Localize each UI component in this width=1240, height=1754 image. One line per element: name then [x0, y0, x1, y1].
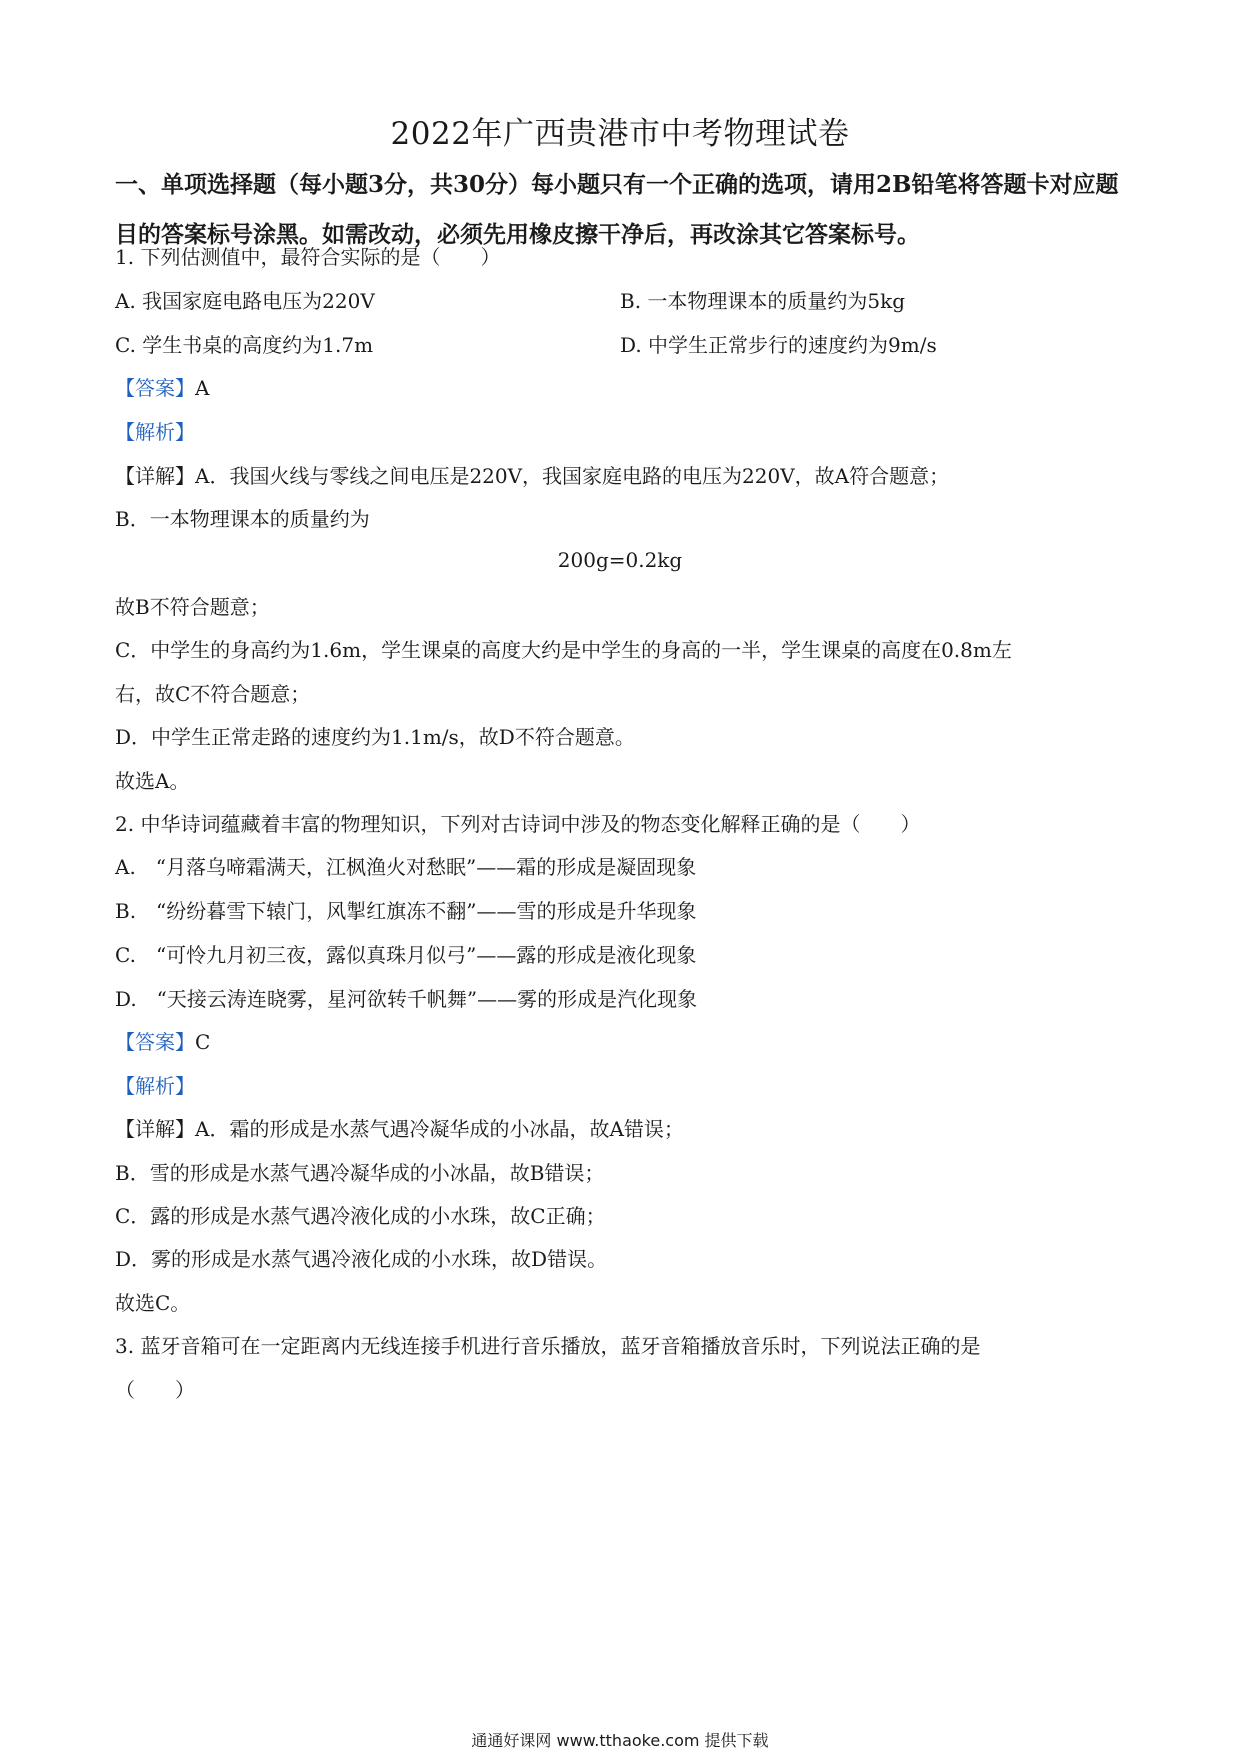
q1-detail-line: 故B不符合题意； [115, 595, 270, 619]
q1-analysis-tag [115, 416, 195, 445]
analysis-tag: 【解析】 [115, 1074, 195, 1098]
answer-tag: 【答案】 [115, 376, 195, 400]
q2-conclusion: 故选C。 [115, 1291, 191, 1315]
q1-option-a: A. 我国家庭电路电压为220V [115, 289, 375, 313]
answer-tag: 【答案】 [115, 1030, 195, 1054]
q1-option-c: C. 学生书桌的高度约为1.7m [115, 333, 374, 357]
q2-stem: 2. 中华诗词蕴藏着丰富的物理知识，下列对古诗词中涉及的物态变化解释正确的是（ ） [115, 812, 921, 836]
q1-detail-line: C．中学生的身高约为1.6m，学生课桌的高度大约是中学生的身高的一半，学生课桌的高度在0.8m左 [115, 638, 1012, 662]
q1-detail-line: B．一本物理课本的质量约为 [115, 507, 370, 531]
q1-stem: 1. 下列估测值中，最符合实际的是（ ） [115, 245, 501, 269]
q2-option-d: D. “天接云涛连晓雾，星河欲转千帆舞”——雾的形成是汽化现象 [115, 987, 698, 1011]
detail-tag: 【详解】 [115, 1117, 195, 1141]
q1-formula: 200g=0.2kg [557, 548, 683, 572]
q1-option-b: B. 一本物理课本的质量约为5kg [620, 289, 906, 313]
q2-option-b: B. “纷纷暮雪下辕门，风掣红旗冻不翻”——雪的形成是升华现象 [115, 899, 697, 923]
q1-conclusion: 故选A。 [115, 769, 190, 793]
q1-detail-line [115, 460, 949, 489]
q2-option-a: A. “月落乌啼霜满天，江枫渔火对愁眠”——霜的形成是凝固现象 [115, 855, 697, 879]
detail-tag: 【详解】 [115, 464, 195, 488]
q1-detail-line: D．中学生正常走路的速度约为1.1m/s，故D不符合题意。 [115, 725, 635, 749]
q1-option-d: D. 中学生正常步行的速度约为9m/s [620, 333, 937, 357]
q2-analysis-tag [115, 1070, 195, 1099]
q3-stem-bracket: （ ） [115, 1378, 195, 1402]
analysis-tag: 【解析】 [115, 420, 195, 444]
q1-answer [115, 372, 209, 401]
detail-text: A．我国火线与零线之间电压是220V，我国家庭电路的电压为220V，故A符合题意； [195, 464, 950, 488]
q2-option-c: C. “可怜九月初三夜，露似真珠月似弓”——露的形成是液化现象 [115, 943, 697, 967]
detail-text: A．霜的形成是水蒸气遇冷凝华成的小冰晶，故A错误； [195, 1117, 684, 1141]
q1-detail-line: 右，故C不符合题意； [115, 682, 311, 706]
answer-value: C [195, 1030, 211, 1054]
q2-detail-line: D．雾的形成是水蒸气遇冷液化成的小水珠，故D错误。 [115, 1247, 608, 1271]
q3-stem: 3. 蓝牙音箱可在一定距离内无线连接手机进行音乐播放，蓝牙音箱播放音乐时，下列说法正确的是 [115, 1334, 981, 1358]
q2-detail-line: B．雪的形成是水蒸气遇冷凝华成的小冰晶，故B错误； [115, 1161, 605, 1185]
answer-value: A [195, 376, 210, 400]
q2-detail-line: C．露的形成是水蒸气遇冷液化成的小水珠，故C正确； [115, 1204, 606, 1228]
q2-answer [115, 1026, 210, 1055]
section-heading: 一、单项选择题（每小题3分，共30分）每小题只有一个正确的选项，请用2B铅笔将答题卡对应题目的答案标号涂黑。如需改动，必须先用橡皮擦干净后，再改涂其它答案标号。 [115, 171, 1119, 248]
q2-detail-line [115, 1113, 684, 1142]
page-footer: 通通好课网 www.tthaoke.com 提供下载 [471, 1731, 769, 1750]
exam-title: 2022年广西贵港市中考物理试卷 [390, 116, 850, 152]
